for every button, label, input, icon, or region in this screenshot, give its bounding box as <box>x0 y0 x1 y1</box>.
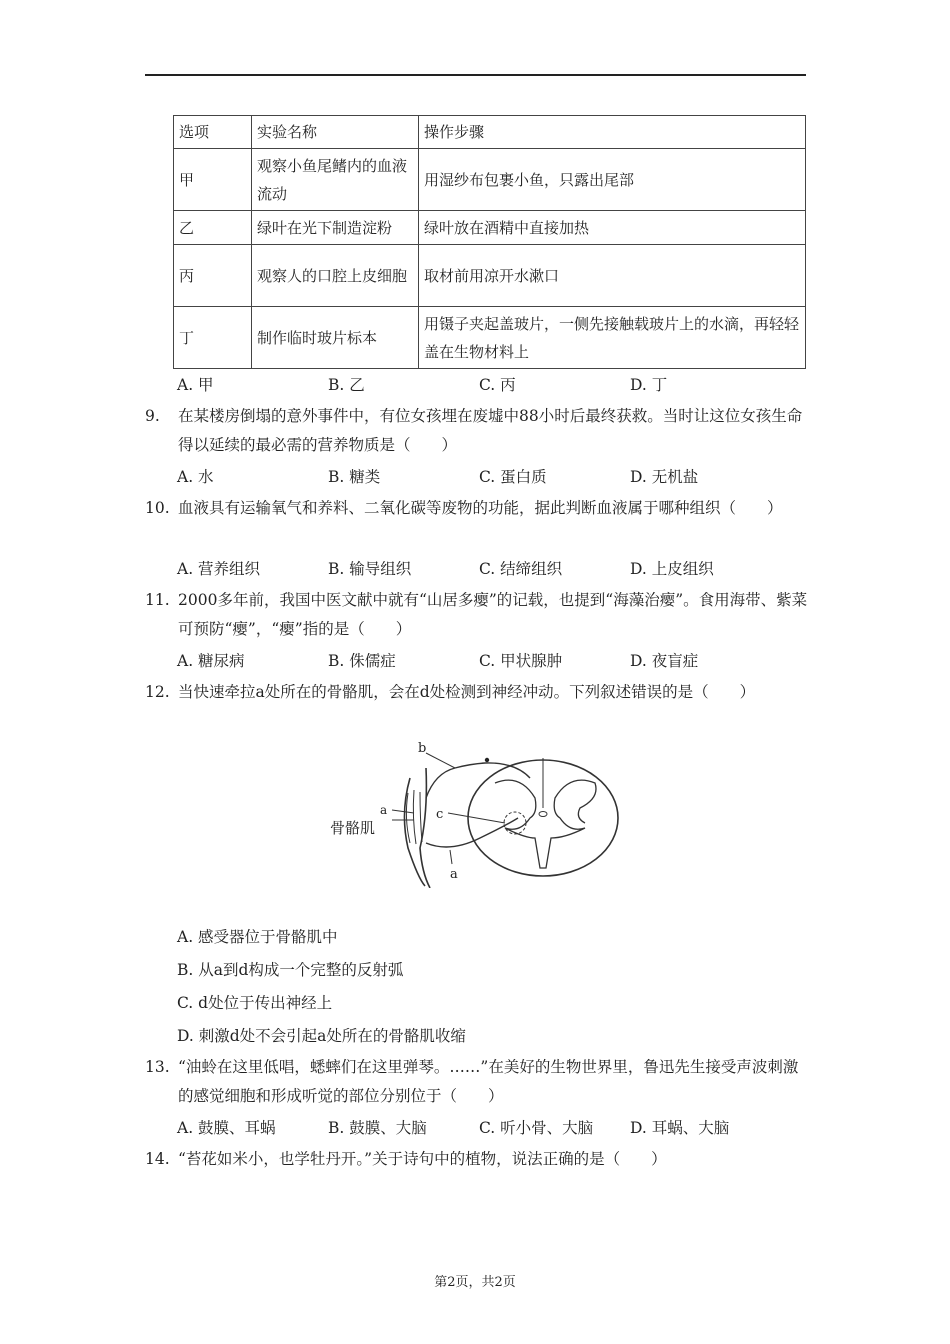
question-text: 2000多年前，我国中医文献中就有“山居多瘿”的记载，也提到“海藻治瘿”。食用海带、紫菜可预防“瘿”，“瘿”指的是（ ） <box>178 591 808 638</box>
option: B. 乙 <box>328 376 365 394</box>
question-number: 14. <box>145 1150 170 1168</box>
table-cell-name: 绿叶在光下制造淀粉 <box>252 211 419 245</box>
table-cell-option: 丙 <box>174 245 252 307</box>
label-muscle: 骨骼肌 <box>330 819 376 837</box>
header-rule <box>145 74 806 76</box>
table-cell-name: 观察小鱼尾鳍内的血液流动 <box>252 149 419 211</box>
option: B. 输导组织 <box>328 560 412 578</box>
label-a-bottom: a <box>450 867 458 882</box>
question-text: “苔花如米小，也学牡丹开。”关于诗句中的植物，说法正确的是（ ） <box>178 1150 667 1168</box>
option: C. 甲状腺肿 <box>479 652 563 670</box>
table-cell-option: 丁 <box>174 307 252 369</box>
question-14 <box>145 1145 810 1174</box>
question-number: 13. <box>145 1058 170 1076</box>
label-c: c <box>436 807 444 822</box>
option: D. 夜盲症 <box>630 652 699 670</box>
option: B. 侏儒症 <box>328 652 396 670</box>
table-cell-step: 绿叶放在酒精中直接加热 <box>419 211 806 245</box>
option: C. 听小骨、大脑 <box>479 1119 594 1137</box>
question-text: 血液具有运输氧气和养料、二氧化碳等废物的功能，据此判断血液属于哪种组织（ ） <box>178 499 783 517</box>
table-header-cell: 实验名称 <box>252 116 419 149</box>
option: C. 结缔组织 <box>479 560 563 578</box>
page-footer: 第2页，共2页 <box>434 1275 516 1290</box>
option: D. 无机盐 <box>630 468 699 486</box>
option: C. 蛋白质 <box>479 468 547 486</box>
label-b: b <box>418 741 427 756</box>
table-cell-name: 观察人的口腔上皮细胞 <box>252 245 419 307</box>
question-text: 在某楼房倒塌的意外事件中，有位女孩埋在废墟中88小时后最终获救。当时让这位女孩生命得以延续的最必需的营养物质是（ ） <box>178 407 803 454</box>
experiment-table <box>173 115 806 369</box>
option: D. 丁 <box>630 376 668 394</box>
table-header-cell: 操作步骤 <box>419 116 806 149</box>
option: C. d处位于传出神经上 <box>177 994 333 1012</box>
option: C. 丙 <box>479 376 516 394</box>
option: D. 耳蜗、大脑 <box>630 1119 730 1137</box>
question-13 <box>145 1053 810 1111</box>
option: A. 感受器位于骨骼肌中 <box>177 928 338 946</box>
option: B. 鼓膜、大脑 <box>328 1119 427 1137</box>
table-cell-step: 取材前用凉开水漱口 <box>419 245 806 307</box>
option: B. 糖类 <box>328 468 381 486</box>
question-number: 10. <box>145 499 170 517</box>
option: B. 从a到d构成一个完整的反射弧 <box>177 961 404 979</box>
table-row <box>174 307 806 369</box>
question-10 <box>145 494 810 523</box>
option: D. 刺激d处不会引起a处所在的骨骼肌收缩 <box>177 1027 466 1045</box>
question-number: 11. <box>145 591 170 609</box>
question-12 <box>145 678 810 707</box>
question-9 <box>145 402 810 460</box>
option: A. 鼓膜、耳蜗 <box>177 1119 276 1137</box>
table-cell-option: 甲 <box>174 149 252 211</box>
table-cell-name: 制作临时玻片标本 <box>252 307 419 369</box>
table-row <box>174 149 806 211</box>
question-text: “油蛉在这里低唱，蟋蟀们在这里弹琴。……”在美好的生物世界里，鲁迅先生接受声波刺激的感觉细胞和形成听觉的部位分别位于（ ） <box>178 1058 799 1105</box>
option: A. 糖尿病 <box>177 652 245 670</box>
question-11 <box>145 586 810 644</box>
table-header-cell: 选项 <box>174 116 252 149</box>
table-cell-step: 用湿纱布包裹小鱼，只露出尾部 <box>419 149 806 211</box>
option: D. 上皮组织 <box>630 560 714 578</box>
table-header-row <box>174 116 806 149</box>
option: A. 营养组织 <box>177 560 261 578</box>
table-cell-option: 乙 <box>174 211 252 245</box>
label-a-top: a <box>380 803 388 817</box>
question-number: 9. <box>145 407 160 425</box>
option: A. 水 <box>177 468 214 486</box>
table-row <box>174 245 806 307</box>
reflex-arc-figure <box>330 738 620 888</box>
table-cell-step: 用镊子夹起盖玻片，一侧先接触载玻片上的水滴，再轻轻盖在生物材料上 <box>419 307 806 369</box>
table-row <box>174 211 806 245</box>
question-number: 12. <box>145 683 170 701</box>
option: A. 甲 <box>177 376 214 394</box>
question-text: 当快速牵拉a处所在的骨骼肌，会在d处检测到神经冲动。下列叙述错误的是（ ） <box>178 683 756 701</box>
